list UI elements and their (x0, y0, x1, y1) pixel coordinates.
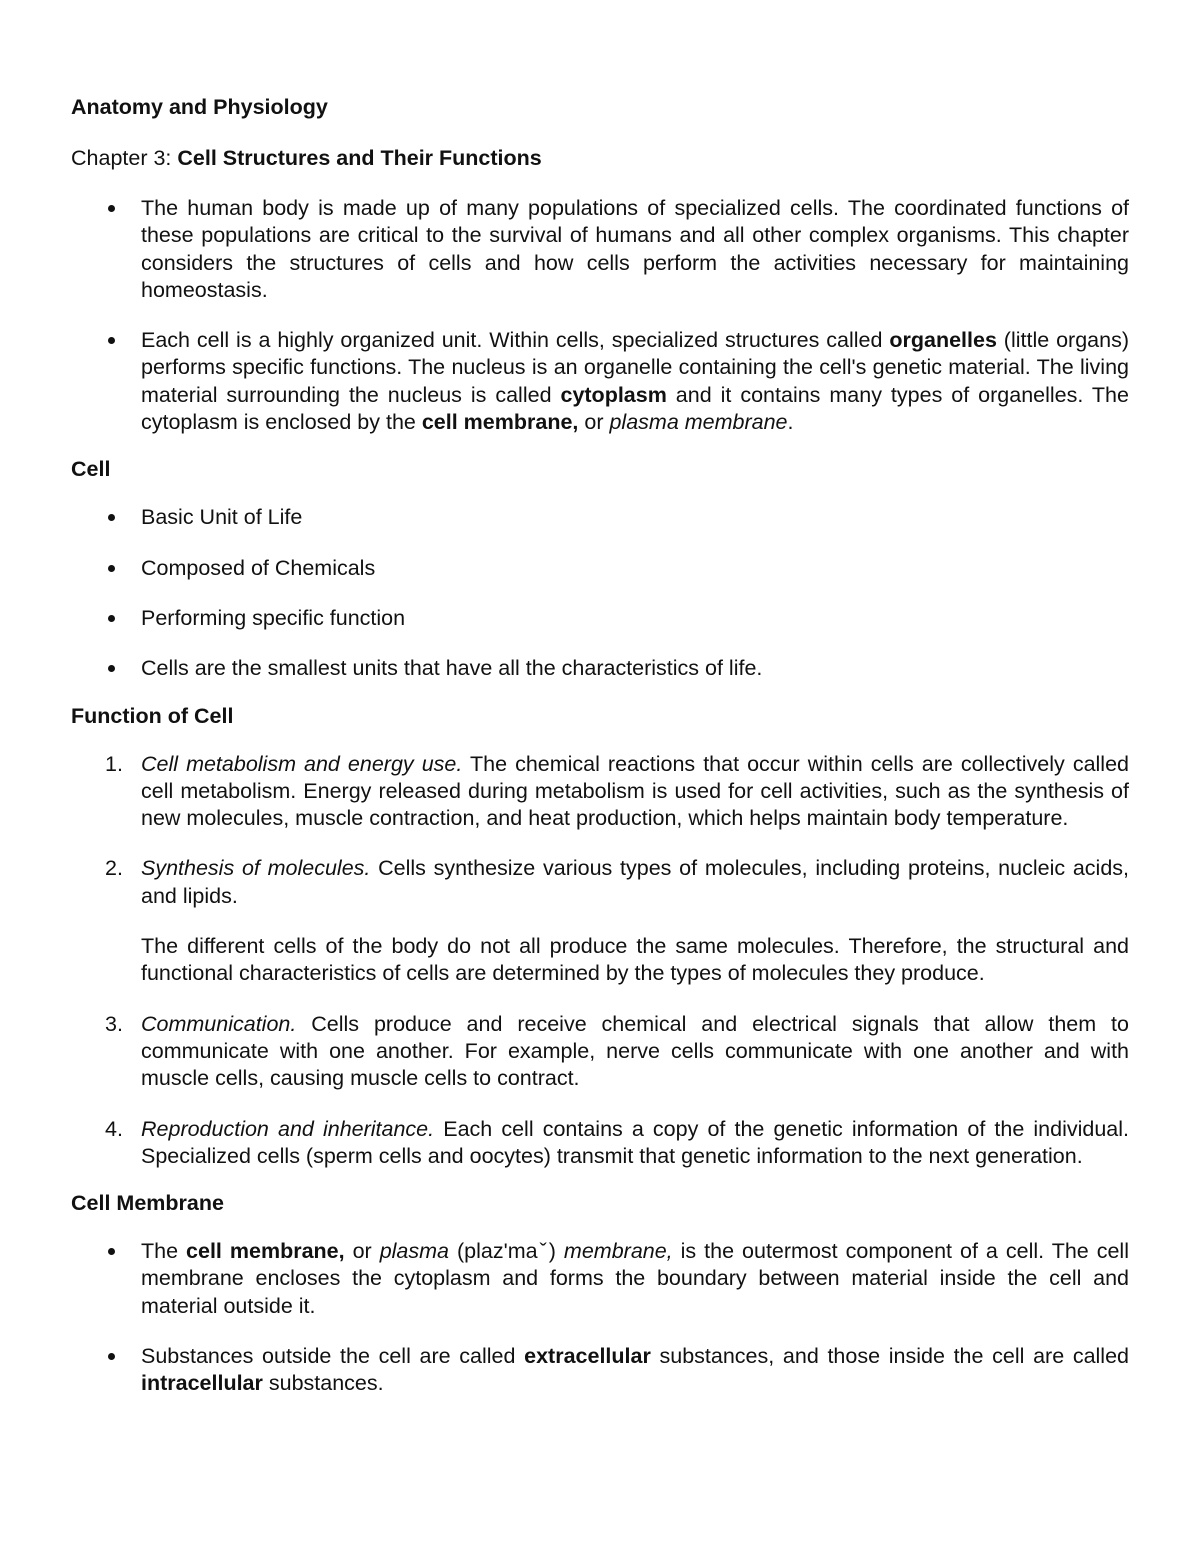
bullet-icon (108, 514, 115, 521)
text-run: is the outermost component of a cell. The cell membrane encloses the cytoplasm and forms the boundary between material inside the cell and material outside it. (141, 1239, 1129, 1318)
list-item (71, 1343, 1129, 1398)
document-title: Anatomy and Physiology (71, 95, 328, 119)
item-number: 2. (105, 856, 123, 881)
list-item-text: Performing specific function (141, 605, 406, 630)
list-item (71, 605, 1129, 632)
term-cell-membrane: cell membrane, (186, 1239, 345, 1264)
numbered-item (71, 855, 1129, 987)
item-lead: Cell metabolism and energy use. (141, 751, 463, 776)
section-heading-membrane: Cell Membrane (71, 1191, 224, 1216)
list-item-text: Cells are the smallest units that have all the characteristics of life. (141, 656, 763, 681)
item-text: Cells produce and receive chemical and electrical signals that allow them to communicate with one another. For example, nerve cells communicate with one another and with muscle cells, causing muscle cells to contract. (141, 1011, 1129, 1091)
numbered-item (71, 1011, 1129, 1093)
item-paragraph: The different cells of the body do not all produce the same molecules. Therefore, the structural and functional characteristics of cells are determined by the types of molecules they produce. (141, 934, 1129, 986)
item-number: 3. (105, 1011, 123, 1036)
text-run: (plaz'maˇ) (449, 1239, 564, 1264)
text-run: . (787, 410, 794, 435)
term-plasma: plasma (379, 1239, 450, 1264)
list-item-text: Composed of Chemicals (141, 555, 376, 580)
cell-list (71, 504, 1129, 682)
chapter-title: Cell Structures and Their Functions (177, 146, 542, 170)
item-lead: Communication. (141, 1011, 297, 1036)
chapter-line (71, 143, 1129, 173)
term-intracellular: intracellular (141, 1371, 263, 1396)
text-run: and it contains many types of organelles. The cytoplasm is enclosed by the (141, 382, 1129, 435)
bullet-icon (108, 1248, 115, 1255)
text-run: substances, and those inside the cell are called (650, 1344, 1129, 1369)
text-run: substances. (262, 1371, 384, 1396)
item-text: Each cell contains a copy of the genetic information of the individual. Specialized cells (sperm cells and oocytes) transmit that genetic information to the next generation. (141, 1116, 1130, 1168)
numbered-item (71, 751, 1129, 833)
list-item (71, 327, 1129, 436)
text-run: (little organs) performs specific functions. The nucleus is an organelle containing the cell's genetic material. The living material surrounding the nucleus is called (141, 328, 1129, 407)
bullet-icon (108, 337, 115, 344)
list-item-text: Basic Unit of Life (141, 505, 303, 530)
term-cytoplasm: cytoplasm (560, 382, 667, 407)
list-item (71, 195, 1129, 304)
text-run: Substances outside the cell are called (141, 1344, 525, 1369)
list-item (71, 1238, 1129, 1320)
text-run: The (141, 1239, 187, 1264)
list-item (71, 655, 1129, 682)
text-run: or (344, 1239, 380, 1264)
section-heading-cell: Cell (71, 457, 111, 482)
item-lead: Synthesis of molecules. (141, 856, 371, 881)
bullet-icon (108, 205, 115, 212)
section-heading-function: Function of Cell (71, 703, 234, 728)
document-page (71, 92, 1129, 1398)
text-run: or (578, 410, 610, 435)
intro-text: The human body is made up of many populations of specialized cells. The coordinated functions of these populations are critical to the survival of humans and all other complex organisms. This chapter considers the structures of cells and how cells perform the activities necessary for maintaining homeostasis. (141, 196, 1129, 302)
term-plasma-membrane: plasma membrane (609, 410, 788, 435)
list-item (71, 555, 1129, 582)
item-number: 1. (105, 751, 123, 776)
item-number: 4. (105, 1116, 123, 1141)
function-list (71, 751, 1129, 1171)
item-lead: Reproduction and inheritance. (141, 1116, 435, 1141)
numbered-item (71, 1116, 1129, 1171)
membrane-list (71, 1238, 1129, 1397)
term-membrane: membrane, (563, 1239, 673, 1264)
term-cell-membrane: cell membrane, (421, 410, 579, 435)
item-text: The chemical reactions that occur within cells are collectively called cell metabolism. Energy released during metabolism is used for cell activities, such as the synthesis of new molecules, muscle contraction, and heat production, which helps maintain body temperature. (141, 751, 1129, 831)
intro-list (71, 195, 1129, 436)
item-text: Cells synthesize various types of molecules, including proteins, nucleic acids, and lipids. (141, 856, 1129, 908)
bullet-icon (108, 615, 115, 622)
list-item (71, 504, 1129, 531)
bullet-icon (108, 1353, 115, 1360)
bullet-icon (108, 665, 115, 672)
bullet-icon (108, 565, 115, 572)
chapter-prefix: Chapter 3: (71, 146, 178, 170)
term-organelles: organelles (889, 328, 997, 353)
text-run: Each cell is a highly organized unit. Within cells, specialized structures called (141, 328, 890, 353)
term-extracellular: extracellular (524, 1344, 651, 1369)
